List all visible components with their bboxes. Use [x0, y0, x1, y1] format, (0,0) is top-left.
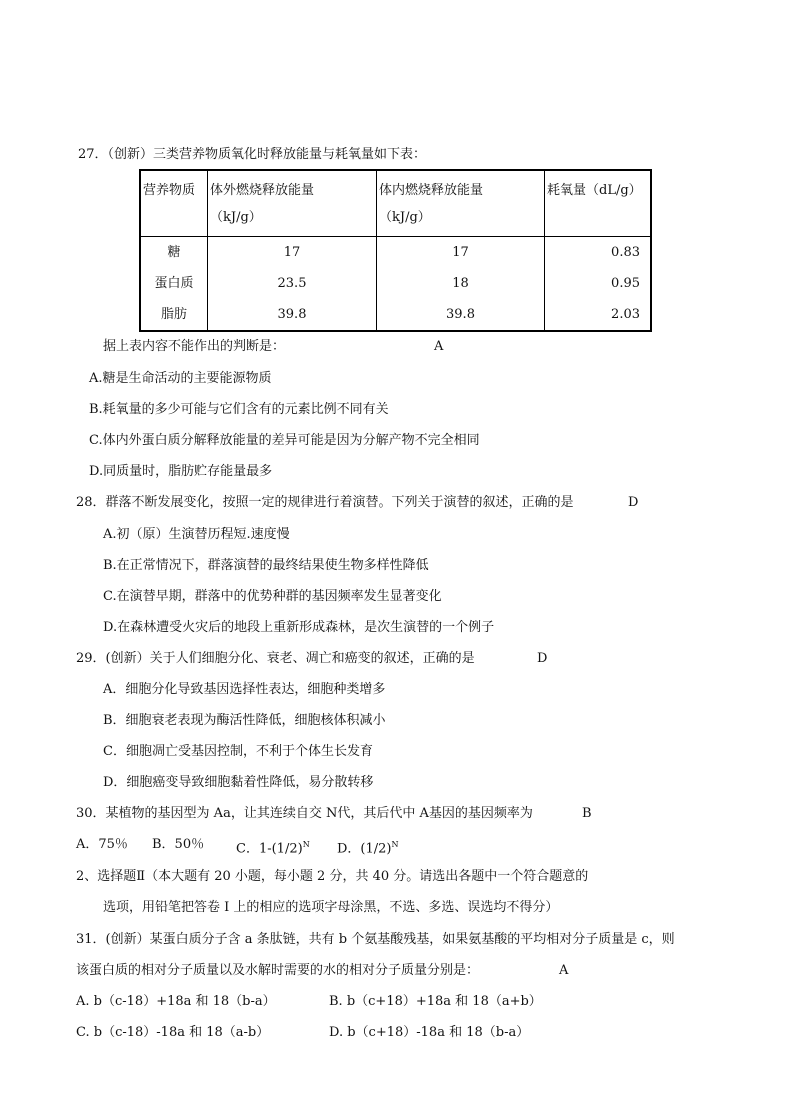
table-cell: 0.83 [611, 244, 640, 260]
q30-option-c-text: C．1-(1/2) [236, 841, 303, 857]
q27-option-d: D.同质量时，脂肪贮存能量最多 [89, 464, 273, 479]
q30-stem: 30．某植物的基因型为 Aa，让其连续自交 N代，其后代中 A基因的基因频率为 [76, 806, 533, 821]
q29-option-c: C．细胞凋亡受基因控制，不利于个体生长发育 [103, 744, 373, 759]
q31-option-a: A. b（c-18）+18a 和 18（b-a） [76, 994, 276, 1009]
table-cell: 39.8 [446, 306, 475, 322]
q28-option-d: D.在森林遭受火灾后的地段上重新形成森林，是次生演替的一个例子 [103, 620, 495, 635]
q29-option-b: B．细胞衰老表现为酶活性降低，细胞核体积减小 [103, 713, 386, 728]
table-header-cell [377, 170, 545, 236]
q27-option-c: C.体内外蛋白质分解释放能量的差异可能是因为分解产物不完全相同 [89, 433, 480, 448]
q27-option-a: A.糖是生命活动的主要能源物质 [89, 371, 272, 386]
q28-option-a: A.初（原）生演替历程短.速度慢 [103, 527, 290, 542]
q28-answer: D [628, 495, 639, 510]
table-name-column [140, 236, 208, 331]
table-inside-column [377, 236, 545, 331]
section2-instructions: 选项，用铅笔把答卷 I 上的相应的选项字母涂黑，不选、多选、误选均不得分） [103, 900, 559, 915]
table-cell: 脂肪 [160, 306, 187, 322]
q31-option-c: C. b（c-18）-18a 和 18（a-b） [76, 1025, 270, 1040]
table-cell: 39.8 [277, 306, 307, 322]
q29-answer: D [537, 651, 548, 666]
header-unit: （kJ/g） [379, 210, 431, 225]
header-label: 体内燃烧释放能量 [379, 183, 484, 198]
table-cell: 18 [452, 275, 469, 291]
table-cell: 17 [452, 244, 469, 260]
table-cell: 2.03 [611, 306, 640, 322]
nutrition-table [139, 169, 652, 332]
q30-option-d [337, 836, 399, 858]
q27-answer: A [434, 339, 444, 354]
header-label: 体外燃烧释放能量 [210, 183, 315, 198]
q29-option-d: D．细胞癌变导致细胞黏着性降低，易分散转移 [103, 775, 374, 790]
q29-stem: 29．(创新）关于人们细胞分化、衰老、凋亡和癌变的叙述，正确的是 [76, 651, 475, 666]
q30-option-c [236, 836, 310, 858]
table-header-cell [545, 170, 652, 236]
table-outside-column [208, 236, 377, 331]
table-header-cell [140, 170, 208, 236]
q28-stem: 28．群落不断发展变化，按照一定的规律进行着演替。下列关于演替的叙述，正确的是 [76, 495, 574, 510]
table-cell: 23.5 [277, 275, 307, 291]
q31-stem-line1: 31．(创新）某蛋白质分子含 a 条肽链，共有 b 个氨基酸残基，如果氨基酸的平均相对分子质量是 c，则 [76, 932, 675, 947]
table-cell: 0.95 [611, 275, 640, 291]
q31-stem-line2: 该蛋白质的相对分子质量以及水解时需要的水的相对分子质量分别是： [76, 963, 480, 978]
table-header-cell [208, 170, 377, 236]
q28-option-c: C.在演替早期，群落中的优势种群的基因频率发生显著变化 [103, 589, 442, 604]
q27-option-b: B.耗氧量的多少可能与它们含有的元素比例不同有关 [89, 402, 389, 417]
header-label: 营养物质 [143, 183, 196, 198]
q27-question: 据上表内容不能作出的判断是： [103, 339, 286, 354]
q30-option-d-text: D．(1/2) [337, 841, 392, 857]
table-oxygen-column [545, 236, 652, 331]
q31-answer: A [559, 963, 569, 978]
q29-option-a: A．细胞分化导致基因选择性表达，细胞种类增多 [103, 682, 386, 697]
q31-option-d: D. b（c+18）-18a 和 18（b-a） [329, 1025, 530, 1040]
q30-option-b: B．50％ [152, 837, 205, 852]
header-unit: （kJ/g） [210, 210, 262, 225]
q30-option-c-sup: N [302, 840, 310, 849]
q31-option-b: B. b（c+18）+18a 和 18（a+b） [329, 994, 542, 1009]
header-label: 耗氧量（dL/g） [547, 183, 642, 198]
q30-option-a: A．75％ [76, 837, 128, 852]
table-cell: 蛋白质 [154, 275, 194, 291]
section2-heading: 2、选择题Ⅱ（本大题有 20 小题，每小题 2 分，共 40 分。请选出各题中一个符合题意的 [76, 869, 589, 884]
table-cell: 17 [283, 244, 301, 260]
q30-answer: B [582, 806, 592, 821]
q28-option-b: B.在正常情况下，群落演替的最终结果使生物多样性降低 [103, 558, 429, 573]
table-cell: 糖 [167, 244, 181, 260]
q30-option-d-sup: N [391, 840, 399, 849]
q27-stem: 27．（创新）三类营养物质氧化时释放能量与耗氧量如下表： [78, 147, 427, 162]
